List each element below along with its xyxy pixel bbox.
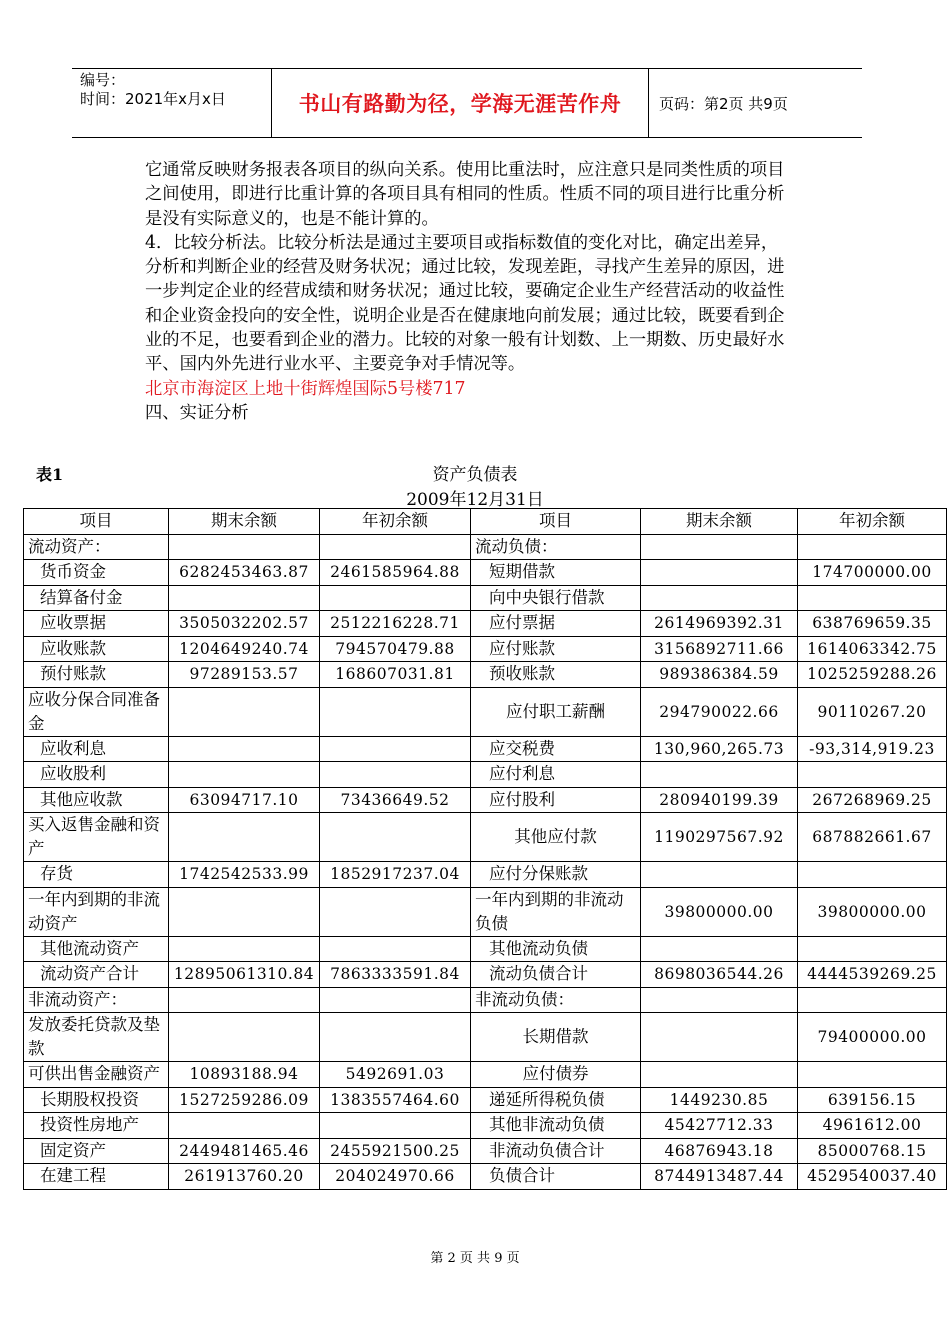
- table-title: 资产负债表: [432, 465, 518, 485]
- amount-cell: 639156.15: [798, 1087, 947, 1113]
- item-name-cell: 应收利息: [24, 736, 169, 762]
- amount-cell: 1025259288.26: [798, 662, 947, 688]
- item-name-cell: 预收账款: [471, 662, 641, 688]
- amount-cell: [641, 1062, 798, 1088]
- item-name-cell: 其他流动负债: [471, 936, 641, 962]
- amount-cell: [320, 736, 471, 762]
- table-row: [24, 534, 947, 560]
- item-name-cell: 非流动负债：: [471, 987, 641, 1013]
- table-row: [24, 585, 947, 611]
- amount-cell: [320, 585, 471, 611]
- amount-cell: 1449230.85: [641, 1087, 798, 1113]
- table-row: [24, 1138, 947, 1164]
- item-name-cell: 流动负债：: [471, 534, 641, 560]
- table-row: [24, 787, 947, 813]
- amount-cell: 3156892711.66: [641, 636, 798, 662]
- item-name-cell: 应付利息: [471, 762, 641, 788]
- amount-cell: [798, 936, 947, 962]
- item-name-cell: 一年内到期的非流动负债: [471, 887, 641, 936]
- table-row: [24, 962, 947, 988]
- amount-cell: [641, 762, 798, 788]
- item-name-cell: 应付职工薪酬: [471, 687, 641, 736]
- amount-cell: 7863333591.84: [320, 962, 471, 988]
- item-name-cell: 流动负债合计: [471, 962, 641, 988]
- item-name-cell: 存货: [24, 862, 169, 888]
- amount-cell: 174700000.00: [798, 560, 947, 586]
- amount-cell: 294790022.66: [641, 687, 798, 736]
- item-name-cell: 其他应收款: [24, 787, 169, 813]
- column-header: 项目: [24, 509, 169, 535]
- amount-cell: [169, 534, 320, 560]
- amount-cell: [169, 936, 320, 962]
- item-name-cell: 非流动负债合计: [471, 1138, 641, 1164]
- amount-cell: [641, 862, 798, 888]
- amount-cell: [169, 585, 320, 611]
- amount-cell: 267268969.25: [798, 787, 947, 813]
- amount-cell: 5492691.03: [320, 1062, 471, 1088]
- amount-cell: 1383557464.60: [320, 1087, 471, 1113]
- table-row: [24, 1087, 947, 1113]
- amount-cell: 1852917237.04: [320, 862, 471, 888]
- amount-cell: 1190297567.92: [641, 813, 798, 862]
- amount-cell: 2455921500.25: [320, 1138, 471, 1164]
- item-name-cell: 货币资金: [24, 560, 169, 586]
- item-name-cell: 结算备付金: [24, 585, 169, 611]
- table-row: [24, 560, 947, 586]
- amount-cell: 2614969392.31: [641, 611, 798, 637]
- item-name-cell: 一年内到期的非流动资产: [24, 887, 169, 936]
- column-header: 期末余额: [169, 509, 320, 535]
- item-name-cell: 投资性房地产: [24, 1113, 169, 1139]
- amount-cell: [798, 585, 947, 611]
- item-name-cell: 发放委托贷款及垫款: [24, 1013, 169, 1062]
- item-name-cell: 应付票据: [471, 611, 641, 637]
- amount-cell: 10893188.94: [169, 1062, 320, 1088]
- amount-cell: 2449481465.46: [169, 1138, 320, 1164]
- table-row: [24, 762, 947, 788]
- table-row: [24, 636, 947, 662]
- item-name-cell: 流动资产：: [24, 534, 169, 560]
- table-label: 表1: [36, 465, 64, 484]
- table-row: [24, 1013, 947, 1062]
- amount-cell: 261913760.20: [169, 1164, 320, 1190]
- amount-cell: 6282453463.87: [169, 560, 320, 586]
- amount-cell: [798, 862, 947, 888]
- item-name-cell: 预付账款: [24, 662, 169, 688]
- amount-cell: [641, 936, 798, 962]
- column-header: 年初余额: [320, 509, 471, 535]
- amount-cell: [320, 1013, 471, 1062]
- amount-cell: [169, 1013, 320, 1062]
- item-name-cell: 递延所得税负债: [471, 1087, 641, 1113]
- address-line: 北京市海淀区上地十街辉煌国际5号楼717: [145, 378, 466, 399]
- header-motto: 书山有路勤为径，学海无涯苦作舟: [272, 69, 649, 137]
- header-meta: [72, 69, 272, 137]
- amount-cell: [169, 1113, 320, 1139]
- amount-cell: 2461585964.88: [320, 560, 471, 586]
- amount-cell: [320, 762, 471, 788]
- amount-cell: [641, 534, 798, 560]
- table-row: [24, 987, 947, 1013]
- amount-cell: 1204649240.74: [169, 636, 320, 662]
- paragraph: 它通常反映财务报表各项目的纵向关系。使用比重法时，应注意只是同类性质的项目之间使用，即进行比重计算的各项目具有相同的性质。性质不同的项目进行比重分析是没有实际意义的，也是不能计算的。: [145, 160, 785, 229]
- amount-cell: 280940199.39: [641, 787, 798, 813]
- balance-sheet-table: [23, 508, 947, 1190]
- amount-cell: 45427712.33: [641, 1113, 798, 1139]
- table-row: [24, 887, 947, 936]
- item-name-cell: 长期股权投资: [24, 1087, 169, 1113]
- amount-cell: 4529540037.40: [798, 1164, 947, 1190]
- table-row: [24, 687, 947, 736]
- amount-cell: 687882661.67: [798, 813, 947, 862]
- amount-cell: 8744913487.44: [641, 1164, 798, 1190]
- item-name-cell: 其他非流动负债: [471, 1113, 641, 1139]
- item-name-cell: 应交税费: [471, 736, 641, 762]
- table-row: [24, 936, 947, 962]
- table-row: [24, 1164, 947, 1190]
- amount-cell: [798, 987, 947, 1013]
- item-name-cell: 长期借款: [471, 1013, 641, 1062]
- amount-cell: 12895061310.84: [169, 962, 320, 988]
- amount-cell: [169, 987, 320, 1013]
- item-name-cell: 应收账款: [24, 636, 169, 662]
- amount-cell: 2512216228.71: [320, 611, 471, 637]
- table-row: [24, 662, 947, 688]
- item-name-cell: 其他应付款: [471, 813, 641, 862]
- amount-cell: [320, 1113, 471, 1139]
- item-name-cell: 应收分保合同准备金: [24, 687, 169, 736]
- amount-cell: 39800000.00: [798, 887, 947, 936]
- amount-cell: 4961612.00: [798, 1113, 947, 1139]
- amount-cell: 794570479.88: [320, 636, 471, 662]
- document-number-label: 编号：: [80, 71, 126, 89]
- amount-cell: 1527259286.09: [169, 1087, 320, 1113]
- table-date: 2009年12月31日: [406, 490, 544, 510]
- section-heading: 四、实证分析: [145, 402, 249, 423]
- item-name-cell: 应收票据: [24, 611, 169, 637]
- item-name-cell: 应付分保账款: [471, 862, 641, 888]
- amount-cell: 8698036544.26: [641, 962, 798, 988]
- item-name-cell: 应收股利: [24, 762, 169, 788]
- item-name-cell: 应付账款: [471, 636, 641, 662]
- amount-cell: 85000768.15: [798, 1138, 947, 1164]
- column-header: 年初余额: [798, 509, 947, 535]
- amount-cell: 3505032202.57: [169, 611, 320, 637]
- header-page-label: 页码：第2页 共9页: [659, 94, 788, 113]
- item-name-cell: 应付债券: [471, 1062, 641, 1088]
- amount-cell: 39800000.00: [641, 887, 798, 936]
- item-name-cell: 应付股利: [471, 787, 641, 813]
- amount-cell: [641, 1013, 798, 1062]
- amount-cell: 97289153.57: [169, 662, 320, 688]
- item-name-cell: 非流动资产：: [24, 987, 169, 1013]
- amount-cell: 1742542533.99: [169, 862, 320, 888]
- document-time-label: 时间：2021年x月x日: [80, 90, 226, 108]
- amount-cell: [169, 887, 320, 936]
- item-name-cell: 在建工程: [24, 1164, 169, 1190]
- table-header-row: [24, 509, 947, 535]
- amount-cell: 204024970.66: [320, 1164, 471, 1190]
- item-name-cell: 买入返售金融和资产: [24, 813, 169, 862]
- amount-cell: 4444539269.25: [798, 962, 947, 988]
- amount-cell: [641, 987, 798, 1013]
- item-name-cell: 可供出售金融资产: [24, 1062, 169, 1088]
- column-header: 期末余额: [641, 509, 798, 535]
- amount-cell: [798, 762, 947, 788]
- item-name-cell: 流动资产合计: [24, 962, 169, 988]
- amount-cell: 63094717.10: [169, 787, 320, 813]
- table-row: [24, 1113, 947, 1139]
- table-row: [24, 736, 947, 762]
- amount-cell: [641, 585, 798, 611]
- amount-cell: 73436649.52: [320, 787, 471, 813]
- amount-cell: [798, 1062, 947, 1088]
- item-name-cell: 固定资产: [24, 1138, 169, 1164]
- table-row: [24, 813, 947, 862]
- column-header: 项目: [471, 509, 641, 535]
- item-name-cell: 短期借款: [471, 560, 641, 586]
- page-header: [72, 68, 862, 138]
- table-row: [24, 611, 947, 637]
- amount-cell: [320, 534, 471, 560]
- amount-cell: 79400000.00: [798, 1013, 947, 1062]
- amount-cell: 90110267.20: [798, 687, 947, 736]
- amount-cell: [641, 560, 798, 586]
- amount-cell: [320, 813, 471, 862]
- amount-cell: [320, 687, 471, 736]
- item-name-cell: 向中央银行借款: [471, 585, 641, 611]
- amount-cell: 638769659.35: [798, 611, 947, 637]
- table-row: [24, 1062, 947, 1088]
- amount-cell: [169, 762, 320, 788]
- amount-cell: 1614063342.75: [798, 636, 947, 662]
- amount-cell: [169, 736, 320, 762]
- item-name-cell: 其他流动资产: [24, 936, 169, 962]
- amount-cell: [169, 813, 320, 862]
- amount-cell: [798, 534, 947, 560]
- amount-cell: 989386384.59: [641, 662, 798, 688]
- amount-cell: [320, 936, 471, 962]
- amount-cell: 130,960,265.73: [641, 736, 798, 762]
- amount-cell: 168607031.81: [320, 662, 471, 688]
- amount-cell: [320, 987, 471, 1013]
- paragraph: 4．比较分析法。比较分析法是通过主要项目或指标数值的变化对比，确定出差异，分析和判断企业的经营及财务状况；通过比较，发现差距，寻找产生差异的原因，进一步判定企业的经营成绩和财务状况；通过比较，要确定企业生产经营活动的收益性和企业资金投向的安全性，说明企业是否在健康地向前发展；通过比较，既要看到企业的不足，也要看到企业的潜力。比较的对象一般有计划数、上一期数、历史最好水平、国内外先进行业水平、主要竞争对手情况等。: [145, 232, 785, 375]
- amount-cell: [169, 687, 320, 736]
- amount-cell: [320, 887, 471, 936]
- item-name-cell: 负债合计: [471, 1164, 641, 1190]
- table-row: [24, 862, 947, 888]
- page-footer: 第 2 页 共 9 页: [430, 1251, 520, 1266]
- amount-cell: 46876943.18: [641, 1138, 798, 1164]
- amount-cell: -93,314,919.23: [798, 736, 947, 762]
- body-text: [145, 158, 795, 425]
